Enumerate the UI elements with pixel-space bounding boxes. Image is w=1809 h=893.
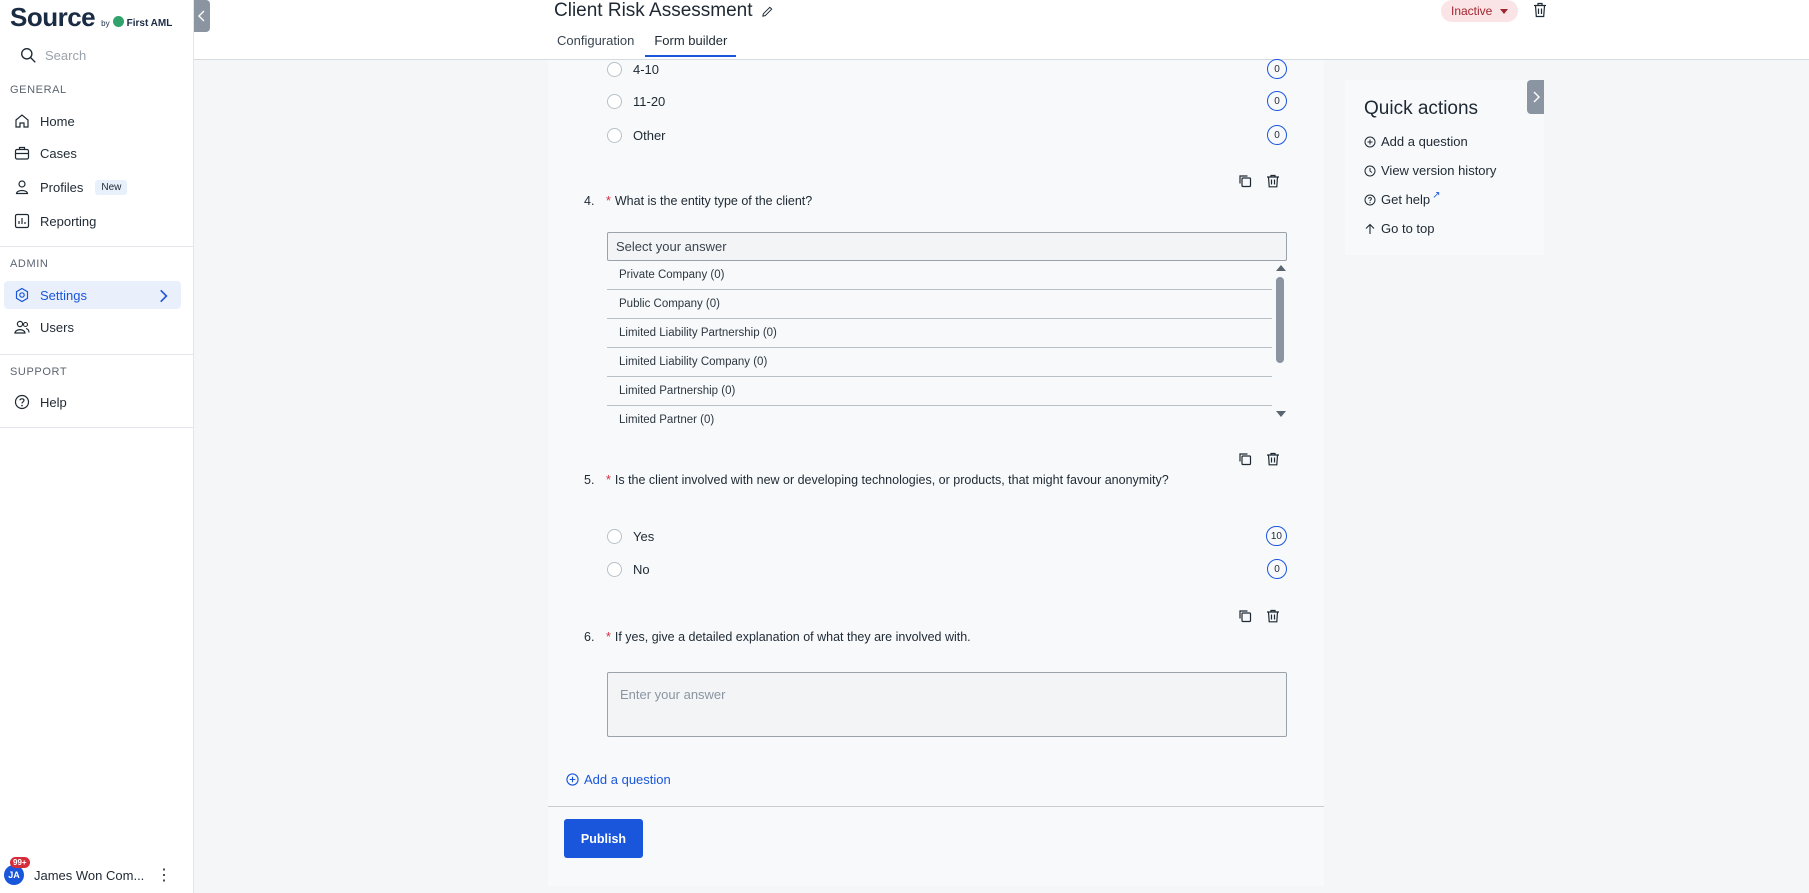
status-label: Inactive <box>1451 4 1493 18</box>
add-question-label: Add a question <box>584 772 671 787</box>
quick-item-label: Go to top <box>1381 221 1435 236</box>
radio-button[interactable] <box>607 562 622 577</box>
sidebar-divider <box>0 246 194 247</box>
sidebar-item-reporting[interactable] <box>4 207 181 235</box>
trash-icon[interactable] <box>1266 174 1280 188</box>
question-label <box>584 194 812 208</box>
sidebar-item-settings[interactable] <box>4 281 181 309</box>
sidebar-divider <box>0 354 194 355</box>
new-badge: New <box>95 180 127 195</box>
brand-sub: First AML <box>126 18 173 29</box>
radio-button[interactable] <box>607 94 622 109</box>
radio-button[interactable] <box>607 529 622 544</box>
question-number: 5. <box>584 473 595 487</box>
users-icon <box>14 319 30 335</box>
tab-bar <box>555 30 746 57</box>
trash-icon[interactable] <box>1266 452 1280 466</box>
brand-logo[interactable] <box>10 2 172 33</box>
quick-actions-panel <box>1345 80 1544 255</box>
sidebar-item-label: Cases <box>40 145 77 161</box>
option-row[interactable] <box>607 558 1287 580</box>
option-label: 11-20 <box>633 93 666 109</box>
brand-name: Source <box>10 2 96 32</box>
question-text: Is the client involved with new or developing technologies, or products, that might favour anonymity? <box>614 473 1169 487</box>
option-row[interactable] <box>607 525 1287 547</box>
question-actions <box>1238 609 1280 623</box>
option-label: Yes <box>633 528 655 544</box>
sidebar-item-profiles[interactable] <box>4 173 181 201</box>
required-asterisk: * <box>606 473 611 487</box>
duplicate-icon[interactable] <box>1238 452 1252 466</box>
duplicate-icon[interactable] <box>1238 609 1252 623</box>
list-item[interactable]: Limited Partnership (0) <box>607 377 1272 406</box>
quick-item-label: Get help <box>1381 192 1431 207</box>
brand-mark-icon <box>113 16 124 27</box>
search-icon <box>20 47 37 64</box>
sidebar-item-users[interactable] <box>4 313 181 341</box>
list-item[interactable]: Limited Liability Company (0) <box>607 348 1272 377</box>
page-title <box>554 0 774 22</box>
score-badge[interactable]: 0 <box>1267 59 1287 79</box>
chevron-right-icon <box>155 288 171 304</box>
arrow-up-icon <box>1364 223 1376 235</box>
help-icon <box>1364 194 1376 206</box>
sidebar-divider <box>0 427 194 428</box>
chevron-left-icon <box>197 10 207 22</box>
radio-button[interactable] <box>607 128 622 143</box>
brand-by: by <box>101 19 110 28</box>
option-row[interactable] <box>607 58 1287 80</box>
option-row[interactable] <box>607 124 1287 146</box>
quick-actions-title: Quick actions <box>1364 98 1479 119</box>
sidebar-item-help[interactable] <box>4 388 181 416</box>
list-item[interactable]: Public Company (0) <box>607 290 1272 319</box>
caret-down-icon <box>1500 9 1508 14</box>
sidebar <box>0 0 194 893</box>
avatar <box>4 858 27 885</box>
quick-get-help[interactable] <box>1364 192 1441 207</box>
required-asterisk: * <box>606 194 611 208</box>
radio-button[interactable] <box>607 62 622 77</box>
plus-circle-icon <box>1364 136 1376 148</box>
page-title-text: Client Risk Assessment <box>554 0 753 21</box>
user-name: James Won Com... <box>34 867 145 883</box>
tab-form-builder[interactable]: Form builder <box>645 30 736 57</box>
sidebar-item-cases[interactable] <box>4 139 181 167</box>
search-placeholder: Search <box>45 48 87 63</box>
duplicate-icon[interactable] <box>1238 174 1252 188</box>
notification-badge: 99+ <box>10 857 30 868</box>
score-badge[interactable]: 0 <box>1267 559 1287 579</box>
quick-version-history[interactable] <box>1364 163 1496 178</box>
user-menu[interactable] <box>4 858 184 887</box>
section-admin: ADMIN <box>10 258 49 270</box>
option-row[interactable] <box>607 90 1287 112</box>
gear-icon <box>14 287 30 303</box>
question-actions <box>1238 174 1280 188</box>
question-label <box>584 630 971 644</box>
status-dropdown[interactable] <box>1441 0 1518 22</box>
section-support: SUPPORT <box>10 366 68 378</box>
sidebar-item-label: Reporting <box>40 213 97 229</box>
collapse-sidebar-button[interactable] <box>194 0 210 32</box>
quick-item-label: View version history <box>1381 163 1497 178</box>
help-icon <box>14 394 30 410</box>
page-header <box>194 0 1809 60</box>
edit-pencil-icon[interactable] <box>761 5 774 18</box>
history-icon <box>1364 165 1376 177</box>
score-badge[interactable]: 10 <box>1266 526 1287 546</box>
quick-go-to-top[interactable] <box>1364 221 1434 236</box>
score-badge[interactable]: 0 <box>1267 125 1287 145</box>
option-label: Other <box>633 127 666 143</box>
form-builder-card <box>548 60 1324 886</box>
publish-button[interactable]: Publish <box>564 819 643 858</box>
question-number: 6. <box>584 630 595 644</box>
add-question-button[interactable] <box>566 772 671 787</box>
sidebar-item-label: Home <box>40 113 75 129</box>
sidebar-item-home[interactable] <box>4 107 181 135</box>
answer-options-list[interactable] <box>607 261 1287 428</box>
sidebar-item-label: Settings <box>40 287 87 303</box>
sidebar-item-label: Help <box>40 394 67 410</box>
answer-textarea[interactable] <box>607 672 1287 737</box>
briefcase-icon <box>14 145 30 161</box>
list-item[interactable]: Limited Partner (0) <box>607 406 1272 428</box>
question-actions <box>1238 452 1280 466</box>
score-badge[interactable]: 0 <box>1267 91 1287 111</box>
scroll-down-arrow-icon[interactable] <box>1276 411 1286 417</box>
textarea-placeholder: Enter your answer <box>620 687 726 702</box>
question-number: 4. <box>584 194 595 208</box>
external-link-icon: ↗ <box>1432 190 1441 201</box>
person-icon <box>14 179 30 195</box>
form-divider <box>548 806 1324 807</box>
option-label: 4-10 <box>633 61 660 77</box>
quick-item-label: Add a question <box>1381 134 1468 149</box>
report-icon <box>14 213 30 229</box>
collapse-quick-actions-button[interactable] <box>1527 80 1544 114</box>
required-asterisk: * <box>606 630 611 644</box>
tab-configuration[interactable]: Configuration <box>557 33 635 48</box>
list-item[interactable]: Private Company (0) <box>607 261 1272 290</box>
avatar-initials: JA <box>8 870 20 880</box>
scroll-thumb[interactable] <box>1276 277 1284 363</box>
list-scrollbar[interactable] <box>1273 261 1287 428</box>
home-icon <box>14 113 30 129</box>
section-general: GENERAL <box>10 84 67 96</box>
select-placeholder: Select your answer <box>616 239 727 254</box>
trash-icon[interactable] <box>1266 609 1280 623</box>
chevron-right-icon <box>1531 91 1541 103</box>
option-label: No <box>633 561 650 577</box>
scroll-up-arrow-icon[interactable] <box>1276 265 1286 271</box>
more-options-icon[interactable]: ⋮ <box>156 867 172 884</box>
list-item[interactable]: Limited Liability Partnership (0) <box>607 319 1272 348</box>
plus-circle-icon <box>566 773 579 786</box>
quick-add-question[interactable] <box>1364 134 1468 149</box>
delete-form-icon[interactable] <box>1533 2 1547 18</box>
search-input[interactable] <box>20 47 86 64</box>
sidebar-item-label: Profiles <box>40 179 84 195</box>
sidebar-item-label: Users <box>40 319 74 335</box>
question-text: What is the entity type of the client? <box>614 194 813 208</box>
answer-select[interactable] <box>607 232 1287 261</box>
question-label <box>584 473 1169 487</box>
question-text: If yes, give a detailed explanation of what they are involved with. <box>614 630 971 644</box>
